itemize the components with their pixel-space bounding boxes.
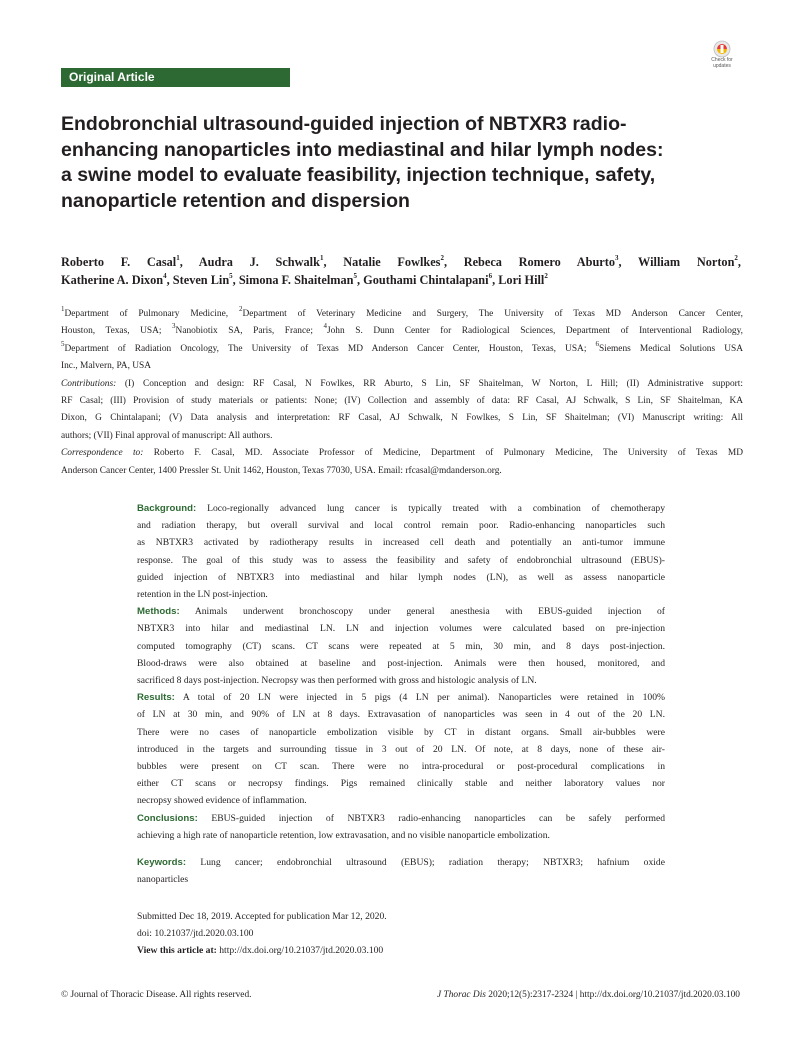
article-type-badge: Original Article [61, 68, 290, 87]
footer-citation [437, 990, 740, 1000]
journal-name: J Thorac Dis [436, 990, 486, 1000]
abstract-text: EBUS-guided injection of NBTXR3 radio-enhancing nanoparticles can be safely performed [197, 812, 665, 824]
affil-number: 5 [61, 339, 65, 348]
affil-text: John S. Dunn Center for Radiological Sciences, Department of Interventional Radiology, [326, 326, 743, 337]
affil-text: Department of Radiation Oncology, The University of Texas MD Anderson Cancer Center, Houston, Texas, USA; [64, 343, 596, 354]
author-affil-number: 5 [229, 271, 233, 280]
keywords-heading: Keywords: [137, 857, 187, 868]
author-affil-number: 4 [163, 271, 167, 280]
abstract-line: sacrificed 8 days post-injection. Necropsy was then performed with gross and histologic analysis of LN. [137, 675, 537, 687]
abstract-line: NBTXR3 into hilar and mediastinal LN. LN and injection volumes were calculated based on pre-injection [137, 623, 665, 635]
abstract-text: A total of 20 LN were injected in 5 pigs (4 LN per animal). Nanoparticles were retained in 100% [174, 692, 665, 704]
view-article-link[interactable]: http://dx.doi.org/10.21037/jtd.2020.03.100 [216, 945, 384, 957]
affil-text: Department of Pulmonary Medicine, [64, 309, 239, 319]
abstract-line: computed tomography (CT) scans. CT scans were repeated at 5 min, 30 min, and 8 days post-injection. [137, 640, 665, 652]
affil-number: 1 [61, 304, 65, 313]
correspondence-line [61, 463, 743, 480]
author-name: Katherine A. Dixon [61, 273, 164, 287]
abstract-text: Animals underwent bronchoscopy under general anesthesia with EBUS-guided injection of [179, 606, 665, 618]
author-affil-number: 6 [488, 271, 493, 280]
affil-number: 6 [595, 339, 600, 348]
affil-number: 2 [239, 304, 243, 313]
author-affil-number: 5 [353, 271, 358, 280]
contributions-text: (I) Conception and design: RF Casal, N Fowlkes, RR Aburto, S Lin, SF Shaitelman, W Norton, L Hill; (II) Administrative support: [116, 378, 743, 389]
abstract-line: Blood-draws were also obtained at baseline and post-injection. Animals were then housed, monitored, and [137, 657, 665, 669]
author-name: Gouthami Chintalapani [363, 273, 489, 287]
methods-heading: Methods: [137, 606, 180, 618]
abstract-text: Loco-regionally advanced lung cancer is typically treated with a combination of chemotherapy [196, 503, 665, 514]
affil-text: Siemens Medical Solutions USA [599, 343, 744, 354]
footer-copyright: © Journal of Thoracic Disease. All rights reserved. [61, 990, 252, 1000]
abstract-line [137, 689, 665, 706]
affiliation-line [61, 306, 743, 323]
affil-text: Nanobiotix SA, Paris, France; [175, 326, 324, 337]
author-affil-number: 1 [176, 253, 180, 262]
abstract-line: There were no cases of nanoparticle embolization visible by CT in distant organs. Small air-bubbles were [137, 726, 665, 738]
contributions-line [61, 376, 743, 393]
check-updates-icon [713, 40, 731, 58]
correspondence-line [61, 445, 743, 462]
affil-text: Houston, Texas, USA; [61, 326, 173, 337]
check-for-updates-button[interactable] [704, 40, 740, 72]
abstract-line: guided injection of NBTXR3 into mediastinal and hilar lymph nodes (LN), as well as assess nanoparticle [137, 571, 665, 583]
abstract-line: bubbles were present on CT scan. There were no intra-procedural or post-procedural complications in [137, 761, 665, 773]
author-name: William Norton [638, 255, 735, 269]
affiliations-block [61, 306, 743, 480]
keywords-line [137, 854, 665, 871]
affiliation-line [61, 323, 743, 340]
affiliation-line [61, 341, 743, 358]
keywords-text: Lung cancer; endobronchial ultrasound (EBUS); radiation therapy; NBTXR3; hafnium oxide [186, 857, 665, 868]
results-heading: Results: [137, 692, 175, 704]
contributions-text: RF Casal; (III) Provision of study materials or patients: None; (IV) Collection and assembly of data: RF Casal, AJ Schwalk, S Lin, SF Shaitelman, KA [61, 396, 743, 407]
correspondence-text: Anderson Cancer Center, 1400 Pressler St. Unit 1462, Houston, Texas 77030, USA. Email: rfcasal@mdanderson.org. [61, 465, 502, 476]
view-article-label: View this article at: [137, 945, 217, 957]
view-article-line [137, 942, 665, 959]
abstract-line: of LN at 30 min, and 90% of LN at 8 days. Extravasation of nanoparticles was seen in 4 out of the 20 LN. [137, 709, 665, 721]
author-affil-number: 1 [319, 253, 324, 262]
abstract-results [137, 689, 665, 809]
citation-text: 2020;12(5):2317-2324 | http://dx.doi.org/10.21037/jtd.2020.03.100 [485, 990, 740, 1000]
author-affil-number: 2 [544, 271, 548, 280]
abstract-line: retention in the LN post-injection. [137, 589, 268, 601]
affil-text: Department of Veterinary Medicine and Surgery, The University of Texas MD Anderson Cancer Center, [242, 309, 744, 319]
author-affil-number: 3 [615, 253, 619, 262]
author-name: Natalie Fowlkes [343, 255, 441, 269]
abstract-line [137, 603, 665, 620]
affiliation-line [61, 358, 743, 375]
contributions-text: Dixon, G Chintalapani; (V) Data analysis and interpretation: RF Casal, AJ Schwalk, N Fowlkes, S Lin, SF Shaitelman; (VI) Manuscript writing: All [61, 413, 743, 424]
author-list [61, 253, 741, 289]
keywords [137, 854, 665, 888]
affil-number: 4 [323, 322, 327, 331]
abstract-conclusions [137, 810, 665, 844]
abstract-line [137, 810, 665, 827]
abstract-background [137, 500, 665, 603]
author-name: Roberto F. Casal [61, 255, 177, 269]
author-affil-number: 2 [440, 253, 444, 262]
keywords-line: nanoparticles [137, 874, 189, 886]
abstract-line: and radiation therapy, but overall survival and local control remain poor. Radio-enhancing nanoparticles such [137, 520, 665, 532]
author-name: Audra J. Schwalk [198, 255, 320, 269]
abstract [137, 500, 665, 844]
abstract-line: response. The goal of this study was to assess the feasibility and safety of endobronchial ultrasound (EBUS)- [137, 554, 665, 566]
abstract-line: either CT scans or necropsy findings. Pigs remained clinically stable and neither laboratory values nor [137, 778, 665, 790]
title-line: Endobronchial ultrasound-guided injection of NBTXR3 radio- [61, 113, 627, 135]
submission-info [137, 908, 665, 960]
correspondence-label: Correspondence to: [61, 448, 144, 459]
title-line: a swine model to evaluate feasibility, injection technique, safety, [61, 164, 656, 186]
abstract-line: achieving a high rate of nanoparticle retention, low extravasation, and no visible nanoparticle embolization. [137, 829, 550, 841]
contributions-label: Contributions: [61, 378, 117, 389]
abstract-line: as NBTXR3 activated by radiotherapy results in increased cell death and potentially an anti-tumor immune [137, 537, 665, 549]
contributions-line [61, 410, 743, 427]
submission-dates: Submitted Dec 18, 2019. Accepted for publication Mar 12, 2020. [137, 911, 387, 922]
check-updates-label: Check for updates [711, 57, 733, 69]
title-line: enhancing nanoparticles into mediastinal and hilar lymph nodes: [61, 138, 664, 161]
author-line: Katherine A. Dixon$^4$, Steven Lin$^5$, Simona F. Shaitelman$^5$, Gouthami Chintalapani$^6$, Lori Hill$^2$ [61, 271, 548, 287]
author-line: Roberto F. Casal$^1$, Audra J. Schwalk$^1$, Natalie Fowlkes$^2$, Rebeca Romero Aburto$^3$, William Norton$^2$, [61, 253, 741, 269]
contributions-text: authors; (VII) Final approval of manuscript: All authors. [61, 430, 273, 441]
contributions-line [61, 393, 743, 410]
abstract-line [137, 500, 665, 517]
background-heading: Background: [137, 503, 197, 514]
abstract-methods [137, 603, 665, 689]
affil-text: Inc., Malvern, PA, USA [61, 361, 152, 372]
doi: doi: 10.21037/jtd.2020.03.100 [137, 928, 254, 940]
author-name: Steven Lin [172, 273, 230, 287]
author-affil-number: 2 [734, 253, 738, 262]
article-title [61, 112, 741, 214]
affil-number: 3 [172, 322, 176, 331]
correspondence-text: Roberto F. Casal, MD. Associate Professor of Medicine, Department of Pulmonary Medicine, The University of Texas MD [143, 448, 743, 459]
title-line: nanoparticle retention and dispersion [61, 189, 410, 212]
author-name: Simona F. Shaitelman [238, 273, 354, 287]
abstract-line: introduced in the targets and surrounding tissue in 3 out of 20 LN. Of note, at 8 days, none of these air- [137, 743, 665, 755]
author-name: Rebeca Romero Aburto [463, 255, 615, 269]
abstract-line: necropsy showed evidence of inflammation. [137, 795, 307, 807]
author-name: Lori Hill [498, 273, 545, 287]
conclusions-heading: Conclusions: [137, 812, 198, 824]
contributions-line [61, 428, 743, 445]
